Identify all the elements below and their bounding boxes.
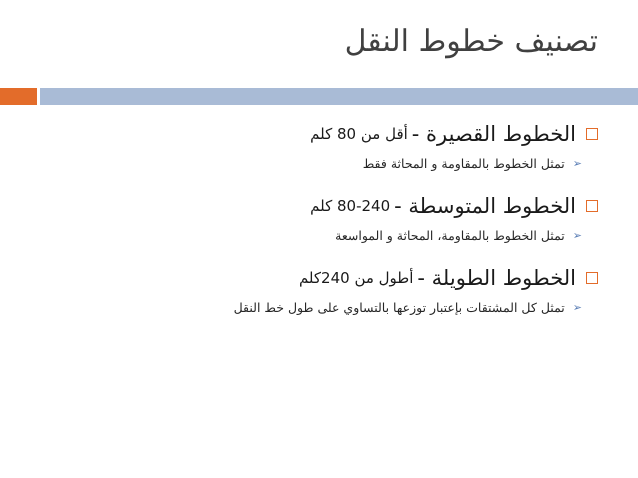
square-bullet-icon — [586, 200, 598, 212]
bullet-range: أقل من 80 كلم — [310, 125, 408, 143]
sub-bullet-text: تمثل الخطوط بالمقاومة، المحاثة و المواسعة — [335, 227, 565, 243]
bullet-heading: الخطوط القصيرة - — [411, 122, 576, 146]
arrow-bullet-icon: ➢ — [572, 300, 582, 314]
accent-bar — [0, 88, 37, 105]
bullet-heading: الخطوط الطويلة - — [417, 266, 576, 290]
bullet-long-lines — [28, 262, 598, 294]
bullet-heading: الخطوط المتوسطة - — [394, 194, 576, 218]
square-bullet-icon — [586, 128, 598, 140]
sub-bullet-text: تمثل كل المشتقات بإعتبار توزعها بالتساوي على طول خط النقل — [233, 299, 565, 315]
sub-bullet-medium-lines — [28, 222, 598, 248]
header-bar — [40, 88, 638, 105]
bullet-short-lines — [28, 118, 598, 150]
sub-bullet-short-lines — [28, 150, 598, 176]
bullet-range: 80-240 كلم — [310, 197, 391, 215]
sub-bullet-long-lines — [28, 294, 598, 320]
bullet-range: أطول من 240كلم — [298, 269, 414, 287]
sub-bullet-text: تمثل الخطوط بالمقاومة و المحاثة فقط — [362, 155, 565, 171]
bullet-medium-lines — [28, 190, 598, 222]
arrow-bullet-icon: ➢ — [572, 156, 582, 170]
bullet-list — [28, 118, 598, 334]
slide-title: تصنيف خطوط النقل — [344, 24, 598, 59]
arrow-bullet-icon: ➢ — [572, 228, 582, 242]
square-bullet-icon — [586, 272, 598, 284]
